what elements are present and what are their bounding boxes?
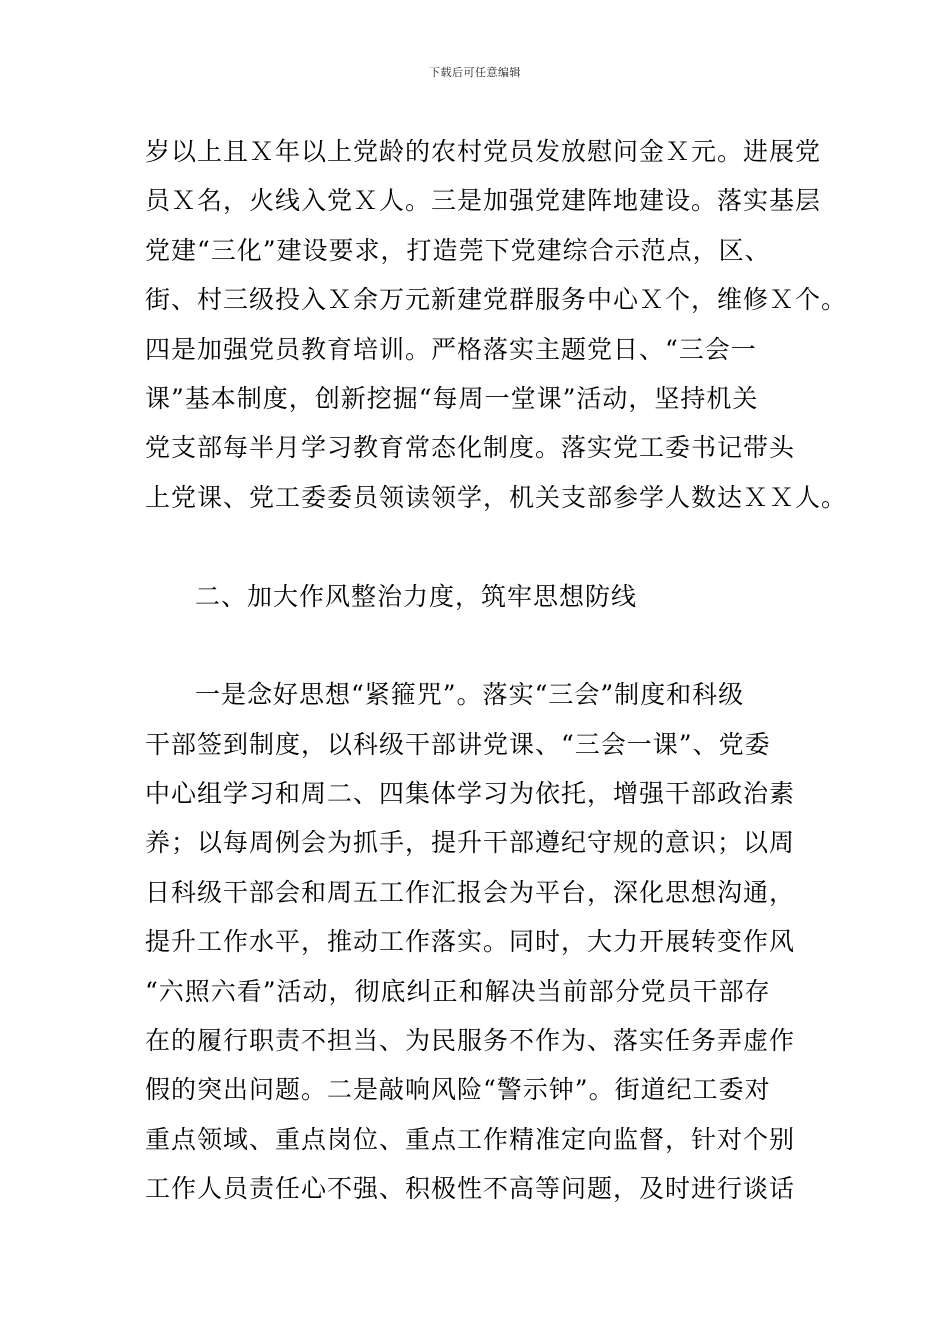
text-line: 街、村三级投入Ｘ余万元新建党群服务中心Ｘ个，维修Ｘ个。: [145, 285, 848, 315]
paragraph-party-building: [145, 127, 848, 522]
text-line: 课”基本制度，创新挖掘“每周一堂课”活动，坚持机关: [145, 383, 759, 413]
text-line: 岁以上且Ｘ年以上党龄的农村党员发放慰问金Ｘ元。进展党: [145, 137, 822, 166]
text-line: 一是念好思想“紧箍咒”。落实“三会”制度和科级: [195, 680, 745, 710]
text-line: 党支部每半月学习教育常态化制度。落实党工委书记带头: [145, 433, 796, 463]
text-line: 党建“三化”建设要求，打造莞下党建综合示范点，区、: [145, 235, 771, 265]
text-line: 四是加强党员教育培训。严格落实主题党日、“三会一: [145, 334, 757, 364]
text-line: 干部签到制度，以科级干部讲党课、“三会一课”、党委: [145, 729, 771, 759]
paragraph-spacer: [145, 621, 825, 670]
text-line: “六照六看”活动，彻底纠正和解决当前部分党员干部存: [145, 976, 771, 1006]
paragraph-spacer: [145, 522, 825, 571]
text-line: 假的突出问题。二是敲响风险“警示钟”。街道纪工委对: [145, 1075, 771, 1105]
paragraph-work-style: [145, 670, 825, 1213]
document-body: [145, 127, 848, 1214]
text-line: 上党课、党工委委员领读领学，机关支部参学人数达ＸＸ人。: [145, 482, 848, 512]
text-line: 提升工作水平，推动工作落实。同时，大力开展转变作风: [145, 927, 796, 957]
text-line: 日科级干部会和周五工作汇报会为平台，深化思想沟通，: [145, 877, 796, 907]
text-line: 中心组学习和周二、四集体学习为依托，增强干部政治素: [145, 779, 796, 809]
text-line: 养；以每周例会为抓手，提升干部遵纪守规的意识；以周: [145, 828, 796, 858]
text-line: 在的履行职责不担当、为民服务不作为、落实任务弄虚作: [145, 1026, 796, 1056]
text-line: 工作人员责任心不强、积极性不高等问题，及时进行谈话: [145, 1174, 796, 1204]
section-heading: 二、加大作风整治力度，筑牢思想防线: [195, 581, 638, 611]
text-line: 员Ｘ名，火线入党Ｘ人。三是加强党建阵地建设。落实基层: [145, 186, 822, 216]
text-line: 重点领域、重点岗位、重点工作精准定向监督，针对个别: [145, 1124, 796, 1154]
page-header: 下载后可任意编辑: [429, 66, 521, 79]
